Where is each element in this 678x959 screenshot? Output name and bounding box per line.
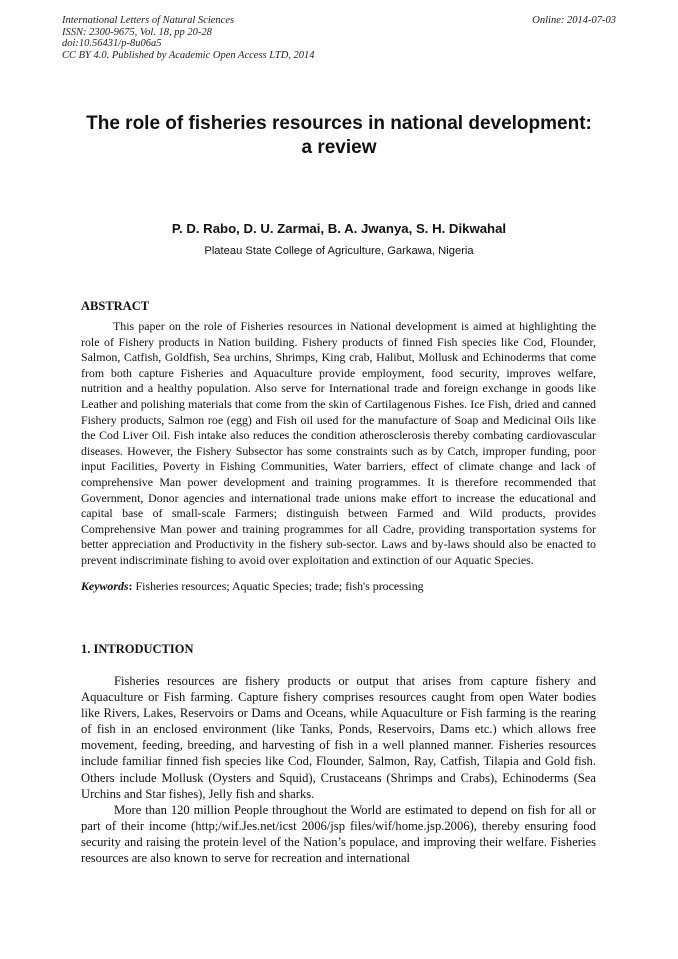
- license-line: CC BY 4.0. Published by Academic Open Access LTD, 2014: [62, 49, 315, 61]
- issn-line: ISSN: 2300-9675, Vol. 18, pp 20-28: [62, 26, 212, 38]
- introduction-paragraph: Fisheries resources are fishery products or output that arises from capture fishery and Aquaculture or Fish farming. Capture fishery comprises resources caught from open Water bodies like Rivers, Lakes, Reservoirs or Dams and Oceans, while Aquaculture or Fish farming is the rearing of fish in an enclosed environment (like Tanks, Ponds, Reservoirs, Dams etc.) which allows free movement, feeding, breeding, and harvesting of fish in a well planned manner. Fisheries resources include familiar finned fish species like Cod, Flounder, Salmon, Ray, Catfish, Tilapia and Gold fish. Others include Mollusk (Oysters and Squid), Crustaceans (Shrimps and Crabs), Echinoderms (Sea Urchins and Star fishes), Jelly fish and sharks.: [81, 674, 596, 801]
- keywords-line: [81, 579, 596, 594]
- keywords-colon: :: [128, 579, 133, 593]
- introduction-body: [81, 673, 596, 866]
- keywords-label: Keywords: [81, 579, 129, 593]
- abstract-heading: ABSTRACT: [81, 299, 150, 313]
- introduction-paragraph: More than 120 million People throughout the World are estimated to depend on fish for all or part of their income (http;/wif.Jes.net/icst 2006/jsp files/wif/home.jsp.2006), thereby ensuring food security and raising the protein level of the Nation’s populace, and improving their welfare. Fisheries resources are also known to serve for recreation and international: [81, 802, 596, 866]
- online-date: Online: 2014-07-03: [532, 15, 616, 26]
- running-header: [62, 15, 616, 61]
- author-list: P. D. Rabo, D. U. Zarmai, B. A. Jwanya, S. H. Dikwahal: [171, 221, 507, 236]
- journal-name: International Letters of Natural Sciences: [62, 15, 235, 26]
- keywords-text: Fisheries resources; Aquatic Species; trade; fish's processing: [132, 579, 424, 593]
- affiliation: Plateau State College of Agriculture, Garkawa, Nigeria: [204, 245, 474, 257]
- section-heading-introduction: 1. INTRODUCTION: [81, 642, 194, 656]
- paper-title: The role of fisheries resources in national development: a review: [86, 113, 592, 158]
- doi-line: doi:10.56431/p-8u06a5: [62, 38, 162, 49]
- abstract-text: This paper on the role of Fisheries resources in National development is aimed at highlighting the role of Fishery products in Nation building. Fishery products of finned Fish species like Cod, Flounder, Salmon, Catfish, Goldfish, Sea urchins, Shrimps, King crab, Halibut, Mollusk and Echinoderms that come from both capture Fisheries and Aquaculture provide employment, food security, improves welfare, nutrition and a healthy population. Also serve for International trade and foreign exchange in goods like Leather and polishing materials that come from the skin of Cartilagenous Fishes. Ice Fish, dried and canned Fishery products, Salmon roe (egg) and Fish oil used for the manufacture of Soap and Medicinal Oils like the Cod Liver Oil. Fish intake also reduces the condition atherosclerosis thereby combating cardiovascular diseases. However, the Fishery Subsector has some constraints such as by Catch, improper funding, poor input Facilities, Poverty in Fishing Communities, Water barriers, effect of climate change and lack of comprehensive Man power development and training programmes. It is therefore recommended that Government, Donor agencies and international trade unions make effort to increase the educational and capital base of small-scale Farmers; distinguish between Farmed and Wild products, provides Comprehensive Man power and training programmes for all Cadre, providing transportation systems for better appreciation and Productivity in the fishery sub-sector. Laws and by-laws should also be enacted to prevent indiscriminate fishing to avoid over exploitation and extinction of our Aquatic Species.: [81, 319, 596, 567]
